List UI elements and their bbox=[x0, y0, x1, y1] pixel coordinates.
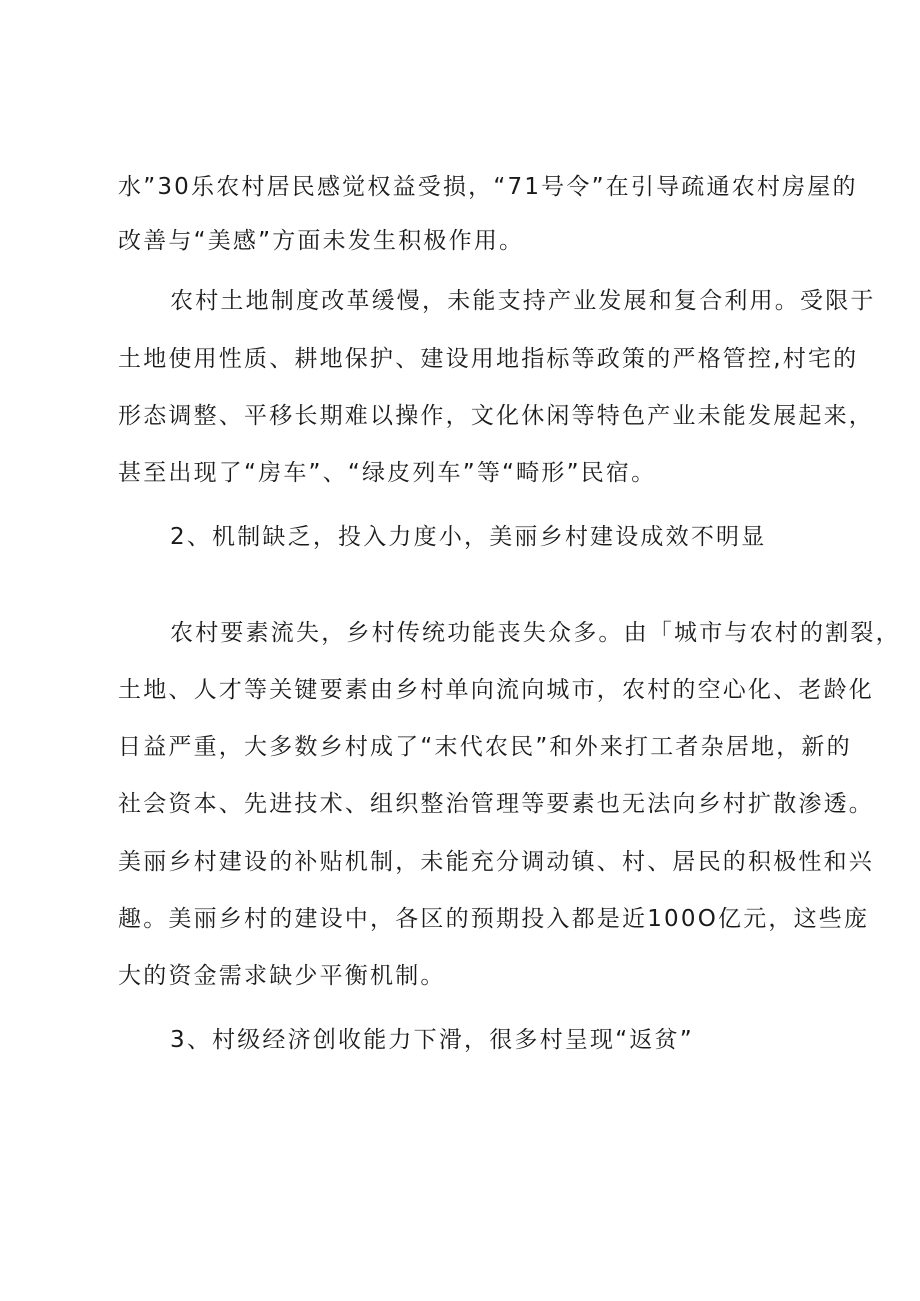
text-line: 甚至出现了“房车”、“绿皮列车”等“畸形”民宿。 bbox=[118, 460, 657, 486]
text-line: 社会资本、先进技术、组织整治管理等要素也无法向乡村扩散渗透。 bbox=[118, 791, 874, 817]
text-line: 土地使用性质、耕地保护、建设用地指标等政策的严格管控,村宅的 bbox=[118, 346, 859, 372]
text-line: 形态调整、平移长期难以操作，文化休闲等特色产业未能发展起来， bbox=[118, 403, 874, 429]
section-heading-3: 3、村级经济创收能力下滑，很多村呈现“返贫” bbox=[170, 1027, 694, 1053]
text-line: 趣。美丽乡村的建设中，各区的预期投入都是近100O亿元，这些庞 bbox=[118, 906, 870, 932]
text-line: 水”30乐农村居民感觉权益受损，“71号令”在引导疏通农村房屋的 bbox=[118, 174, 858, 200]
paragraph-start-line: 农村土地制度改革缓慢，未能支持产业发展和复合利用。受限于 bbox=[170, 288, 876, 314]
section-heading-2: 2、机制缺乏，投入力度小，美丽乡村建设成效不明显 bbox=[170, 524, 767, 550]
text-line: 大的资金需求缺少平衡机制。 bbox=[118, 963, 446, 989]
paragraph-start-line: 农村要素流失，乡村传统功能丧失众多。由「城市与农村的割裂， bbox=[170, 620, 901, 646]
text-line: 改善与“美感”方面未发生积极作用。 bbox=[118, 228, 525, 254]
text-line: 日益严重，大多数乡村成了“末代农民”和外来打工者杂居地，新的 bbox=[118, 734, 852, 760]
text-line: 美丽乡村建设的补贴机制，未能充分调动镇、村、居民的积极性和兴 bbox=[118, 849, 874, 875]
text-line: 土地、人才等关键要素由乡村单向流向城市，农村的空心化、老龄化 bbox=[118, 677, 874, 703]
